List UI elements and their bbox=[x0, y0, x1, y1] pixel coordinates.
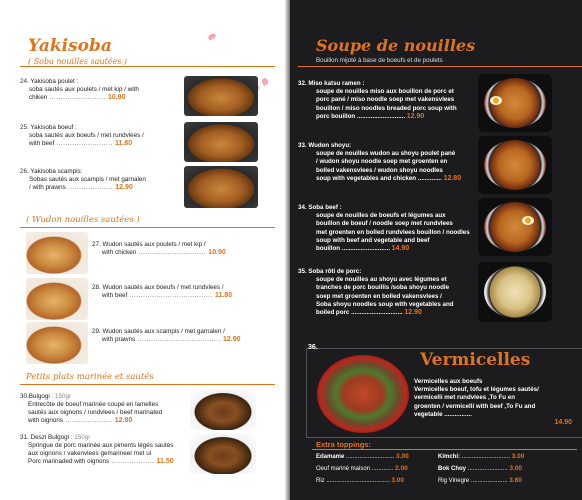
item-name: Bulgogi bbox=[28, 393, 50, 400]
topping-name: Bok Choy bbox=[438, 466, 467, 472]
divider bbox=[20, 227, 275, 228]
egg bbox=[490, 96, 502, 105]
item-number: 33. bbox=[298, 142, 307, 149]
photo-wudon-shoyu bbox=[478, 136, 552, 194]
bowl bbox=[484, 266, 546, 318]
item-number: 29. bbox=[92, 328, 101, 335]
leader-dots: ..................................... bbox=[127, 292, 215, 299]
photo-soba-beef bbox=[478, 198, 552, 256]
topping-item: Rig Vinegre ...................... 3.60 bbox=[438, 477, 522, 484]
menu-item-35 bbox=[298, 268, 474, 317]
topping-item: Edamame ............................. 3.00 bbox=[316, 453, 409, 460]
item-desc: Porc marinaded with oignons bbox=[28, 458, 110, 465]
leader-dots: ................... bbox=[109, 458, 157, 465]
item-name: Yakisoba poulet : bbox=[30, 78, 79, 85]
item-price: 12.90 bbox=[404, 309, 422, 317]
photo-yakisoba-chicken bbox=[184, 76, 258, 116]
leader-dots: ............................ bbox=[340, 245, 392, 253]
item-name: Deszi Bulgogi bbox=[30, 434, 70, 441]
section-title-yakisoba: Yakisoba bbox=[28, 36, 112, 56]
item-number: 35. bbox=[298, 268, 307, 275]
item-desc: Wudon sautés aux poulets / met kip / bbox=[102, 241, 206, 248]
item-price: 12.90 bbox=[115, 184, 133, 191]
item-desc: Wudon sautés aux scampis / met garnalen / bbox=[102, 328, 225, 335]
topping-name: Rig Vinegre bbox=[438, 478, 470, 484]
item-desc: bouillon de boeuf / noodle soep met rundvlees bbox=[316, 220, 453, 228]
menu-item-27 bbox=[92, 241, 272, 257]
leader-dots: ............................ bbox=[355, 112, 407, 120]
leader-dots: ................ bbox=[442, 410, 472, 418]
menu-item-34 bbox=[298, 204, 474, 253]
photo-wudon-beef bbox=[26, 278, 88, 320]
leader-dots: ......................... bbox=[54, 140, 115, 147]
item-price: 11.50 bbox=[156, 458, 174, 465]
item-desc: sautés aux oignons / rundvlees / beef marinated bbox=[28, 409, 163, 416]
menu-item-32 bbox=[298, 80, 468, 121]
item-desc: bouillon bbox=[316, 245, 341, 253]
topping-item: Bok Choy ........................ 3.00 bbox=[438, 465, 523, 472]
item-desc: Springue de porc marinée aux piments légés sautés bbox=[28, 442, 174, 449]
item-weight: : 150gr bbox=[70, 434, 91, 441]
photo-yakisoba-beef bbox=[184, 122, 258, 162]
leader-dots: .............. bbox=[416, 174, 444, 182]
item-desc: soupe de nouilles au shoyu avec légumes et bbox=[316, 276, 447, 284]
item-name: Wudon shoyu: bbox=[308, 142, 352, 149]
menu-item-26 bbox=[20, 168, 160, 192]
menu-item-31 bbox=[20, 434, 195, 466]
item-desc: soup with vegetables and chicken bbox=[316, 174, 417, 182]
photo-yakisoba-scampi bbox=[184, 166, 258, 208]
section-subtitle-soupe: Bouillon mijoté à base de boeufs et de poulets bbox=[316, 57, 443, 64]
item-desc: vermicelli met rundvlees ,To Fu en bbox=[414, 394, 515, 402]
topping-item: Riz ...................................... 3.00 bbox=[316, 477, 405, 484]
item-desc: soupe de nouilles de boeufs et légumes aux bbox=[316, 212, 446, 220]
topping-price: 2.00 bbox=[395, 465, 408, 472]
topping-price: 3.60 bbox=[509, 477, 522, 484]
menu-item-25 bbox=[20, 124, 160, 148]
item-name: Yakisoba boeuf : bbox=[30, 124, 77, 131]
egg bbox=[522, 216, 534, 225]
item-price: 14.90 bbox=[391, 245, 410, 253]
item-desc: vegetable bbox=[414, 410, 443, 418]
item-price: 10.90 bbox=[107, 94, 126, 101]
topping-name: Riz bbox=[316, 478, 325, 484]
item-desc: met groenten en bolled rundvlees bouillon / noodles bbox=[316, 228, 470, 236]
divider bbox=[20, 66, 275, 67]
left-page bbox=[0, 0, 290, 500]
leader-dots: .............................. bbox=[349, 309, 405, 317]
photo-soba-roti-porc bbox=[478, 262, 552, 322]
item-desc: with oignons bbox=[28, 417, 64, 424]
item-price: 10.90 bbox=[208, 249, 226, 256]
menu-item-24 bbox=[20, 78, 160, 102]
item-price: 12.80 bbox=[114, 417, 133, 424]
item-desc: with beef bbox=[102, 292, 128, 299]
item-desc: porc pané / miso noodle soep met vakensvlees bbox=[316, 96, 455, 104]
toppings-title: Extra toppings: bbox=[316, 440, 372, 449]
item-desc: Sobas sautés aux scampis / met garnalen bbox=[29, 176, 146, 183]
item-number: 34. bbox=[298, 204, 307, 211]
item-desc: soupe de nouilles wudon au shoyu poulet pané bbox=[316, 150, 456, 158]
item-desc: Entrecôte de boeuf marinée coupé en lamelles bbox=[28, 401, 159, 408]
menu-item-29 bbox=[92, 328, 272, 344]
item-number: 30. bbox=[20, 393, 29, 400]
item-desc: bouillon / miso noodles breaded porc soup with bbox=[316, 104, 457, 112]
item-name: Miso katsu ramen : bbox=[308, 80, 365, 87]
photo-wudon-chicken bbox=[26, 232, 88, 274]
item-weight: : 150gr bbox=[51, 393, 72, 400]
topping-price: 3.00 bbox=[396, 453, 409, 460]
divider bbox=[312, 449, 577, 450]
photo-deszi-bulgogi bbox=[190, 434, 256, 474]
item-name: Yakisoba scampis: bbox=[30, 168, 83, 175]
leader-dots: ..................................... bbox=[135, 336, 223, 343]
item-number: 25. bbox=[20, 124, 29, 131]
menu-item-36 bbox=[414, 378, 582, 427]
item-desc: Vermicelles aux boeufs bbox=[414, 378, 483, 385]
topping-price: 3.00 bbox=[509, 465, 523, 472]
leader-dots: ......................... bbox=[47, 94, 108, 101]
bowl bbox=[484, 202, 546, 252]
leader-dots: .................... bbox=[65, 184, 116, 191]
item-desc: groenten / vermicelli with beef ,To Fu and bbox=[414, 402, 536, 410]
menu-item-33 bbox=[298, 142, 470, 183]
topping-name: Kimchi: bbox=[438, 454, 461, 460]
item-price: 12.90 bbox=[406, 112, 425, 120]
item-number: 36. bbox=[308, 344, 318, 351]
petal-decoration bbox=[207, 33, 216, 41]
item-desc: bolled vakensvlees / wudon shoyu noodles bbox=[316, 166, 443, 174]
item-number: 31. bbox=[20, 434, 29, 441]
item-desc: chiken bbox=[29, 94, 48, 101]
topping-item: Kimchi: ............................. 3.00 bbox=[438, 453, 525, 460]
item-desc: porc bouillon bbox=[316, 112, 356, 120]
item-desc: / with prawns bbox=[29, 184, 66, 191]
menu-item-30 bbox=[20, 393, 190, 425]
item-price: 14.90 bbox=[554, 419, 572, 427]
item-desc: / wudon shoyu noodle soep met groenten en bbox=[316, 158, 448, 166]
item-price: 11.80 bbox=[114, 140, 133, 147]
section-subtitle-yakisoba: ( Soba nouilles sautées ) bbox=[28, 57, 128, 66]
section-subtitle-wudon: ( Wudon nouilles sautées ) bbox=[26, 215, 140, 225]
item-desc: soup with beef and vegetable and beef bbox=[316, 236, 430, 244]
item-price: 11.80 bbox=[214, 292, 233, 299]
item-number: 24. bbox=[20, 78, 29, 85]
photo-wudon-scampi bbox=[26, 322, 88, 364]
section-title-soupe: Soupe de nouilles bbox=[316, 36, 476, 55]
item-desc: with prawns bbox=[102, 336, 136, 343]
item-desc: aux oignons / vakenvlees gemarineer met ui bbox=[28, 450, 152, 457]
photo-bulgogi bbox=[190, 390, 256, 430]
topping-item: Oeuf mariné maison ............. 2.00 bbox=[316, 465, 408, 472]
photo-vermicelles bbox=[317, 355, 409, 433]
item-number: 26. bbox=[20, 168, 29, 175]
item-desc: soba sautés aux boeufs / met rundvlees / bbox=[29, 132, 144, 139]
topping-price: 3.00 bbox=[511, 453, 525, 460]
item-desc: Vermicelles boeuf, tofu et légumes sautés/ bbox=[414, 386, 539, 394]
topping-name: Edamame bbox=[316, 454, 345, 460]
section-title-vermicelles: Vermicelles bbox=[420, 350, 531, 370]
item-number: 32. bbox=[298, 80, 307, 87]
item-number: 27. bbox=[92, 241, 101, 248]
item-desc: soba sautés aux poulets / met kip / with bbox=[29, 86, 139, 93]
item-desc: boiled porc bbox=[316, 309, 350, 317]
photo-miso-katsu-ramen bbox=[478, 74, 552, 132]
leader-dots: .............................. bbox=[136, 249, 209, 256]
item-name: Soba beef : bbox=[308, 204, 342, 211]
divider bbox=[298, 66, 582, 67]
item-price: 12.90 bbox=[222, 336, 241, 343]
divider bbox=[20, 384, 275, 385]
item-desc: tranches de porc bouillis /soba shoyu noodle bbox=[316, 284, 450, 292]
item-name: Soba rôti de porc: bbox=[308, 268, 362, 275]
item-price: 12.80 bbox=[443, 174, 462, 182]
item-desc: soep met groenten en bolled vakensvlees / bbox=[316, 292, 442, 300]
item-desc: Soba shoyu noodles soup with vegetables and bbox=[316, 300, 454, 308]
menu-item-28 bbox=[92, 284, 272, 300]
item-desc: soupe de nouilles miso aux bouillon de porc et bbox=[316, 88, 454, 96]
item-number: 28. bbox=[92, 284, 101, 291]
section-subtitle-petits-plats: Petits plats marinée et sautés bbox=[26, 372, 154, 382]
item-desc: with chicken bbox=[102, 249, 137, 256]
leader-dots: ..................... bbox=[63, 417, 115, 424]
topping-name: Oeuf mariné maison bbox=[316, 466, 371, 472]
item-desc: with beef bbox=[29, 140, 55, 147]
petal-decoration bbox=[261, 77, 269, 86]
item-desc: Wudon sautés aux boeufs / met rundvlees / bbox=[102, 284, 224, 291]
topping-price: 3.00 bbox=[391, 477, 405, 484]
bowl bbox=[484, 140, 546, 190]
